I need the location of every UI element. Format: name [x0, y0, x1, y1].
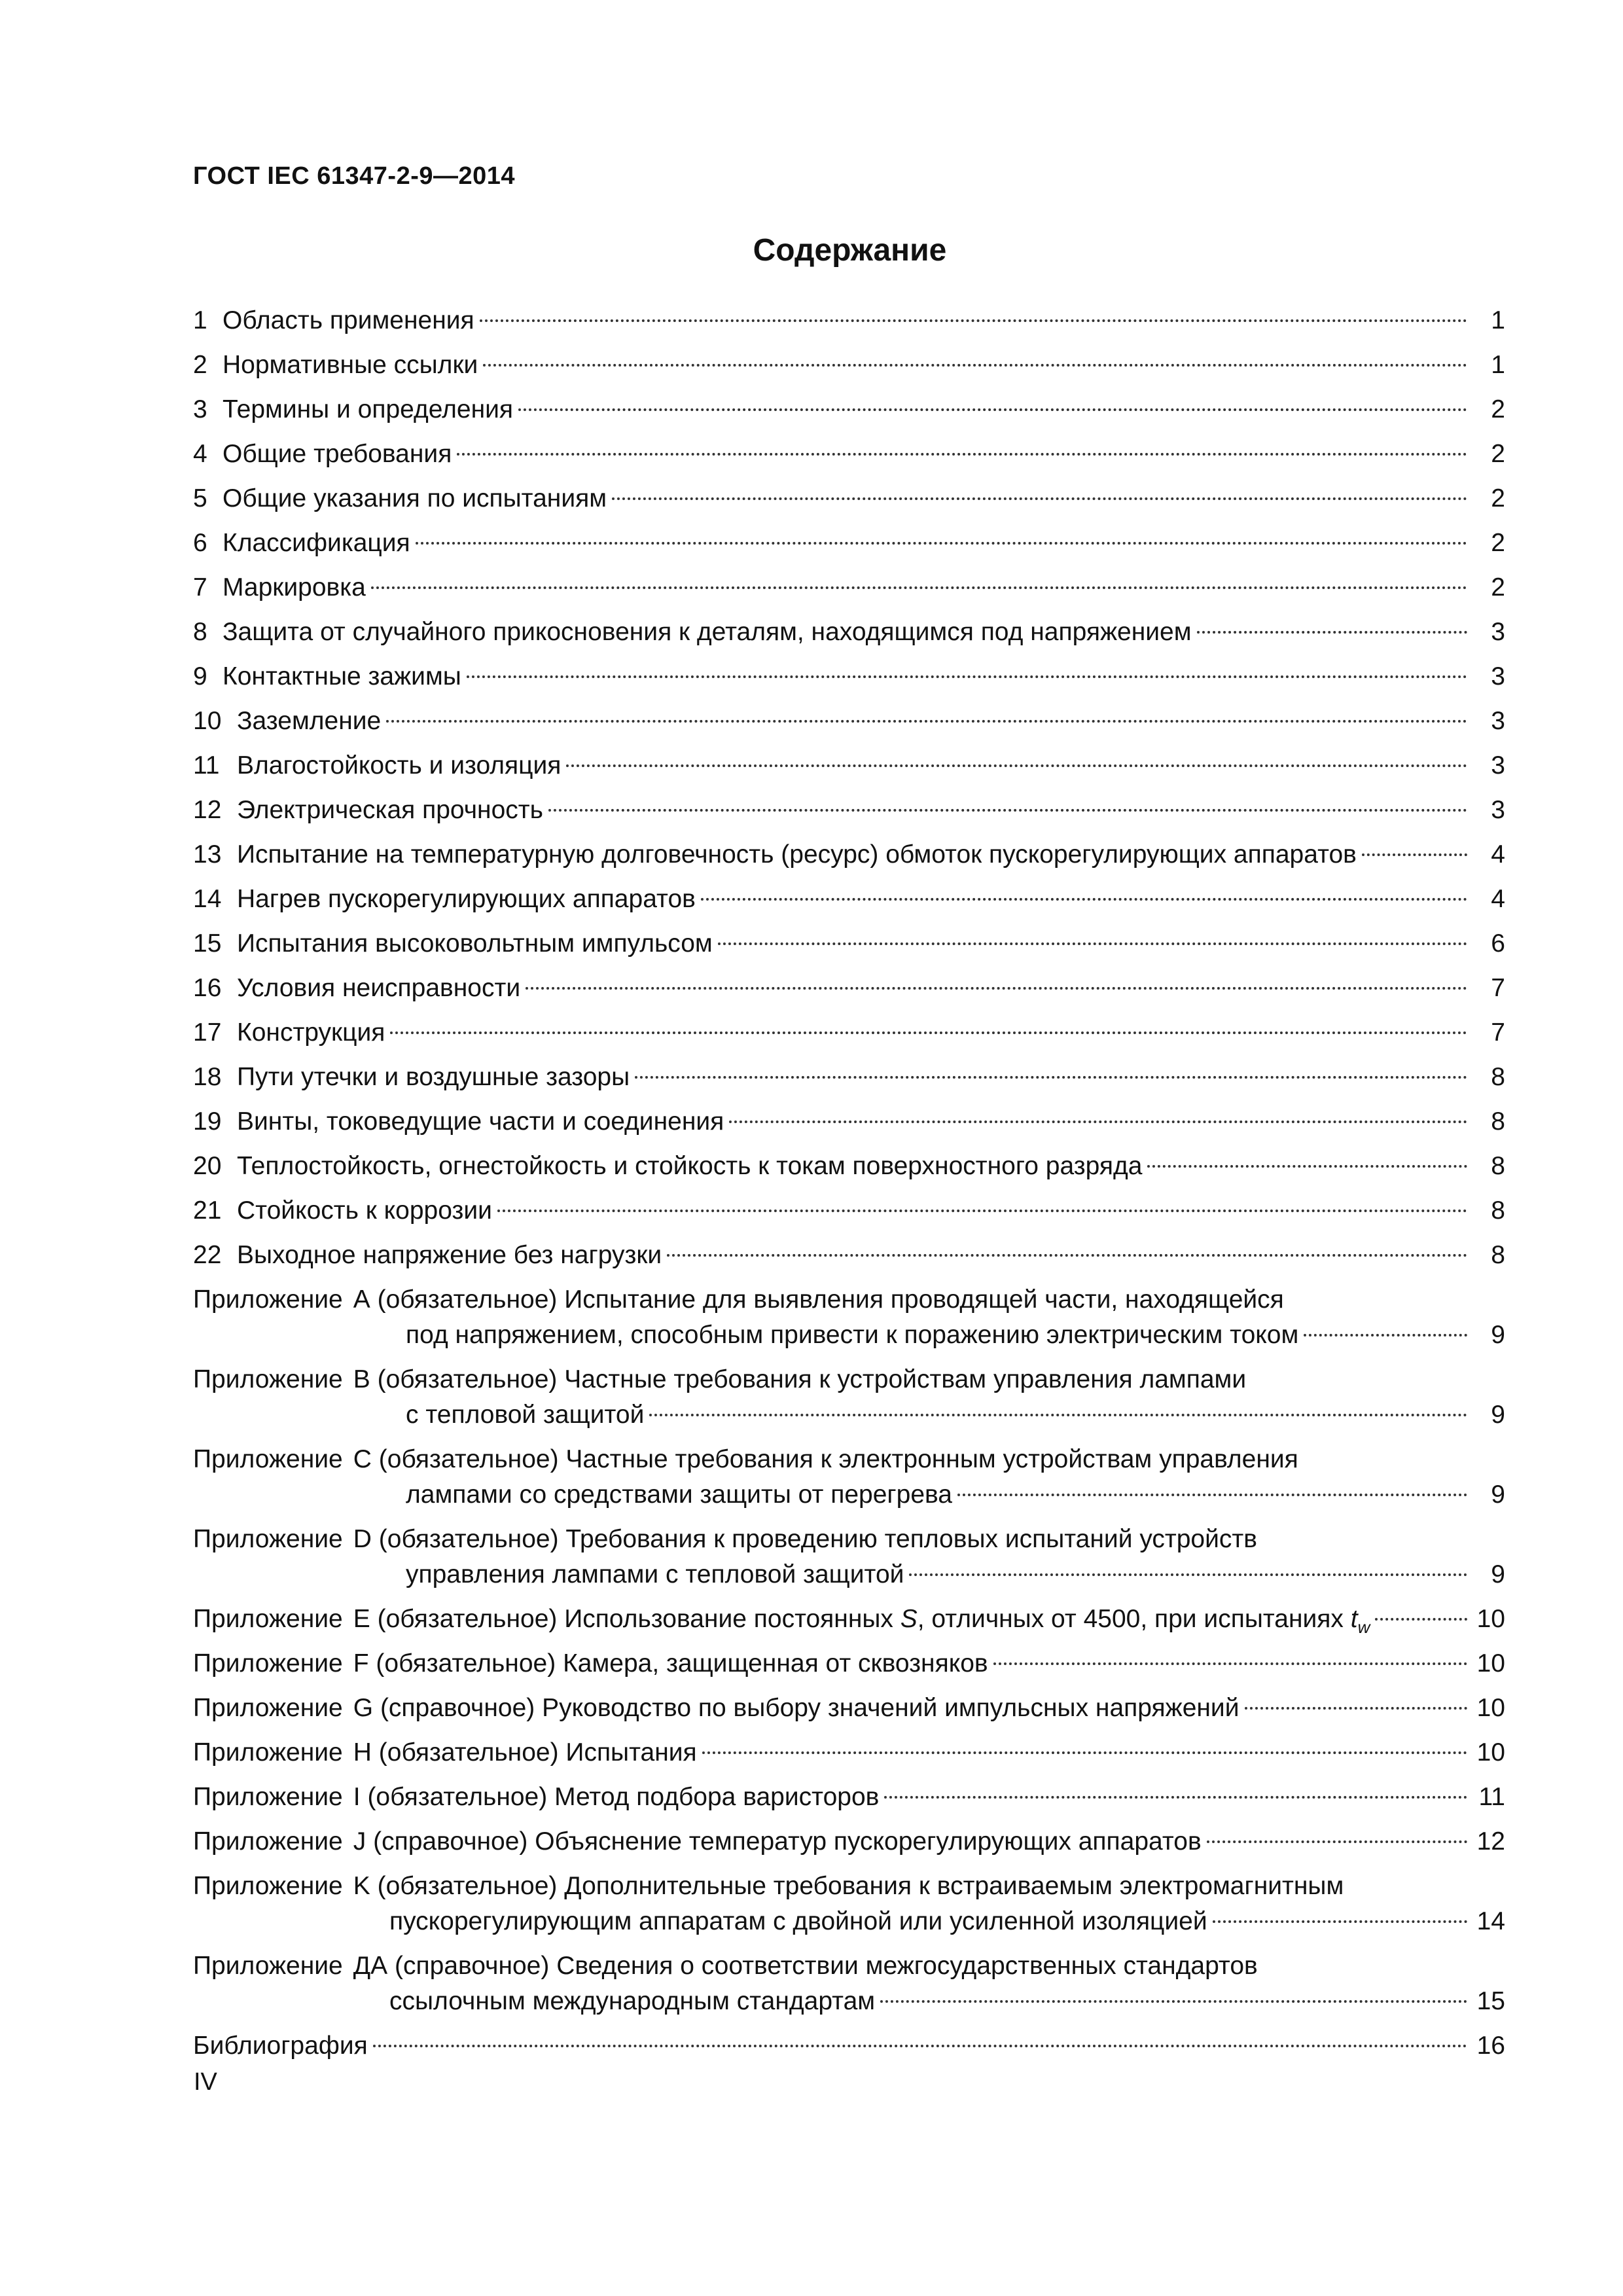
- toc-annex-entry[interactable]: [193, 1443, 1505, 1523]
- entry-title: Нагрев пускорегулирующих аппаратов: [237, 885, 696, 913]
- annex-label: Приложение: [193, 1952, 343, 1980]
- annex-status: (справочное): [373, 1827, 528, 1856]
- annex-title-part: , отличных от 4500, при испытаниях: [917, 1605, 1351, 1633]
- entry-title: Влагостойкость и изоляция: [237, 751, 562, 780]
- entry-number: 22: [193, 1241, 222, 1269]
- dot-leader: [526, 974, 1467, 990]
- toc-entry[interactable]: [193, 1105, 1505, 1150]
- dot-leader: [993, 1649, 1467, 1665]
- entry-title: Нормативные ссылки: [223, 351, 478, 379]
- toc-entry[interactable]: [193, 883, 1505, 927]
- toc-entry[interactable]: [193, 438, 1505, 482]
- entry-number: 13: [193, 840, 222, 869]
- annex-label: Приложение: [193, 1365, 343, 1393]
- annex-page: 9: [1491, 1480, 1505, 1509]
- entry-page: 3: [1491, 618, 1505, 646]
- toc-entry[interactable]: [193, 616, 1505, 660]
- annex-letter: ДА: [353, 1952, 388, 1980]
- dot-leader: [702, 1738, 1467, 1754]
- annex-title-line1: Дополнительные требования к встраиваемым электромагнитным: [564, 1872, 1344, 1900]
- entry-page: 2: [1491, 440, 1505, 468]
- dot-leader: [1213, 1907, 1467, 1923]
- entry-title: Стойкость к коррозии: [237, 1196, 492, 1225]
- annex-label: Приложение: [193, 1525, 343, 1553]
- toc-annex-entry[interactable]: [193, 1736, 1505, 1781]
- entry-page: 2: [1491, 395, 1505, 423]
- dot-leader: [386, 707, 1467, 723]
- entry-title: Теплостойкость, огнестойкость и стойкость к токам поверхностного разряда: [237, 1152, 1143, 1180]
- dot-leader: [416, 529, 1467, 545]
- annex-title-line2: под напряжением, способным привести к поражению электрическим током: [406, 1321, 1299, 1349]
- toc-entry[interactable]: [193, 349, 1505, 393]
- toc-entry[interactable]: [193, 927, 1505, 972]
- annex-letter: F: [353, 1649, 369, 1677]
- dot-leader: [1245, 1694, 1467, 1710]
- entry-number: 20: [193, 1152, 222, 1180]
- annex-title-line2: с тепловой защитой: [406, 1401, 645, 1429]
- dot-leader: [635, 1063, 1467, 1079]
- annex-letter: I: [353, 1783, 361, 1811]
- annex-status: (обязательное): [377, 1285, 558, 1314]
- toc-entry[interactable]: [193, 482, 1505, 527]
- dot-leader: [909, 1560, 1467, 1576]
- bibliography-title: Библиография: [193, 2032, 368, 2060]
- annex-page: 9: [1491, 1560, 1505, 1588]
- annex-letter: E: [353, 1605, 370, 1633]
- table-of-contents: [193, 304, 1505, 2074]
- annex-label: Приложение: [193, 1872, 343, 1900]
- toc-entry[interactable]: [193, 660, 1505, 705]
- annex-page: 10: [1476, 1738, 1505, 1767]
- annex-letter: J: [353, 1827, 366, 1856]
- dot-leader: [1304, 1321, 1467, 1336]
- entry-title: Защита от случайного прикосновения к деталям, находящимся под напряжением: [223, 618, 1192, 646]
- subscript-w: w: [1357, 1617, 1370, 1637]
- entry-title: Термины и определения: [223, 395, 514, 423]
- annex-title-line1: Метод подбора варисторов: [554, 1783, 880, 1811]
- annex-page: 12: [1476, 1827, 1505, 1856]
- entry-title: Заземление: [237, 707, 382, 735]
- entry-number: 2: [193, 351, 207, 379]
- dot-leader: [483, 351, 1467, 367]
- dot-leader: [371, 573, 1467, 589]
- entry-page: 2: [1491, 529, 1505, 557]
- annex-page: 10: [1476, 1649, 1505, 1677]
- dot-leader: [1147, 1152, 1467, 1168]
- entry-number: 6: [193, 529, 207, 557]
- annex-status: (обязательное): [367, 1783, 548, 1811]
- entry-page: 4: [1491, 885, 1505, 913]
- entry-page: 8: [1491, 1152, 1505, 1180]
- entry-page: 3: [1491, 662, 1505, 691]
- entry-title: Область применения: [223, 306, 474, 334]
- entry-page: 7: [1491, 1018, 1505, 1047]
- entry-page: 4: [1491, 840, 1505, 869]
- annex-label: Приложение: [193, 1285, 343, 1314]
- dot-leader: [667, 1241, 1467, 1257]
- annex-title-line2: пускорегулирующим аппаратам с двойной или усиленной изоляцией: [389, 1907, 1207, 1935]
- annex-title-line1: Сведения о соответствии межгосударственных стандартов: [556, 1952, 1258, 1980]
- entry-page: 8: [1491, 1241, 1505, 1269]
- dot-leader: [729, 1107, 1467, 1123]
- entry-number: 4: [193, 440, 207, 468]
- entry-page: 3: [1491, 796, 1505, 824]
- entry-number: 21: [193, 1196, 222, 1225]
- dot-leader: [1375, 1605, 1467, 1621]
- annex-status: (справочное): [395, 1952, 550, 1980]
- dot-leader: [649, 1401, 1467, 1416]
- toc-annex-entry[interactable]: [193, 1781, 1505, 1825]
- toc-entry[interactable]: [193, 705, 1505, 749]
- entry-title: Испытания высоковольтным импульсом: [237, 929, 713, 958]
- toc-annex-entry[interactable]: [193, 1870, 1505, 1950]
- dot-leader: [480, 306, 1467, 322]
- entry-page: 8: [1491, 1196, 1505, 1225]
- annex-label: Приложение: [193, 1783, 343, 1811]
- annex-title-line1: Камера, защищенная от сквозняков: [563, 1649, 988, 1677]
- entry-title: Контактные зажимы: [223, 662, 461, 691]
- dot-leader: [701, 885, 1467, 901]
- annex-letter: K: [353, 1872, 370, 1900]
- annex-label: Приложение: [193, 1445, 343, 1473]
- toc-entry[interactable]: [193, 393, 1505, 438]
- annex-status: (обязательное): [378, 1525, 559, 1553]
- toc-entry[interactable]: [193, 1061, 1505, 1105]
- dot-leader: [884, 1783, 1467, 1799]
- entry-title: Выходное напряжение без нагрузки: [237, 1241, 662, 1269]
- dot-leader: [612, 484, 1467, 500]
- annex-title-line2: ссылочным международным стандартам: [389, 1987, 876, 2015]
- annex-label: Приложение: [193, 1649, 343, 1677]
- annex-status: (справочное): [380, 1694, 535, 1722]
- toc-annex-entry[interactable]: [193, 1603, 1505, 1647]
- entry-number: 5: [193, 484, 207, 512]
- entry-page: 8: [1491, 1063, 1505, 1091]
- entry-page: 2: [1491, 484, 1505, 512]
- annex-page: 15: [1476, 1987, 1505, 2015]
- entry-page: 1: [1491, 306, 1505, 334]
- annex-letter: B: [353, 1365, 370, 1393]
- toc-bibliography-entry[interactable]: [193, 2030, 1505, 2074]
- annex-title-line2: лампами со средствами защиты от перегрева: [406, 1480, 952, 1509]
- toc-entry[interactable]: [193, 794, 1505, 838]
- variable-t: t: [1350, 1605, 1358, 1633]
- dot-leader: [390, 1018, 1467, 1034]
- entry-title: Пути утечки и воздушные зазоры: [237, 1063, 630, 1091]
- annex-title-line2: управления лампами с тепловой защитой: [406, 1560, 904, 1588]
- toc-annex-entry[interactable]: [193, 1647, 1505, 1692]
- annex-label: Приложение: [193, 1738, 343, 1767]
- toc-annex-entry[interactable]: [193, 1692, 1505, 1736]
- annex-page: 10: [1476, 1605, 1505, 1633]
- annex-page: 14: [1476, 1907, 1505, 1935]
- toc-entry[interactable]: [193, 1194, 1505, 1239]
- entry-number: 19: [193, 1107, 222, 1136]
- entry-number: 3: [193, 395, 207, 423]
- toc-entry[interactable]: [193, 1016, 1505, 1061]
- annex-status: (обязательное): [377, 1872, 558, 1900]
- annex-status: (обязательное): [377, 1365, 558, 1393]
- entry-page: 3: [1491, 751, 1505, 780]
- toc-entry[interactable]: [193, 1150, 1505, 1194]
- entry-number: 10: [193, 707, 222, 735]
- annex-label: Приложение: [193, 1605, 343, 1633]
- entry-number: 17: [193, 1018, 222, 1047]
- annex-title-line1: Требования к проведению тепловых испытаний устройств: [565, 1525, 1257, 1553]
- toc-entry[interactable]: [193, 838, 1505, 883]
- toc-title: Содержание: [753, 233, 947, 268]
- annex-title-line1: Испытания: [565, 1738, 697, 1767]
- dot-leader: [880, 1987, 1467, 2003]
- annex-status: (обязательное): [378, 1738, 559, 1767]
- entry-page: 7: [1491, 974, 1505, 1002]
- annex-letter: A: [353, 1285, 370, 1314]
- entry-title: Общие указания по испытаниям: [223, 484, 607, 512]
- annex-title-line1: Частные требования к устройствам управления лампами: [564, 1365, 1247, 1393]
- dot-leader: [457, 440, 1467, 456]
- entry-number: 15: [193, 929, 222, 958]
- entry-title: Общие требования: [223, 440, 452, 468]
- dot-leader: [518, 395, 1467, 411]
- entry-number: 9: [193, 662, 207, 691]
- annex-title-line1: Испытание для выявления проводящей части, находящейся: [564, 1285, 1284, 1314]
- annex-status: (обязательное): [378, 1445, 559, 1473]
- entry-page: 2: [1491, 573, 1505, 601]
- annex-letter: C: [353, 1445, 372, 1473]
- annex-page: 10: [1476, 1694, 1505, 1722]
- entry-page: 3: [1491, 707, 1505, 735]
- dot-leader: [467, 662, 1467, 678]
- toc-entry[interactable]: [193, 304, 1505, 349]
- entry-number: 1: [193, 306, 207, 334]
- annex-letter: G: [353, 1694, 374, 1722]
- annex-letter: H: [353, 1738, 372, 1767]
- annex-page: 11: [1478, 1783, 1505, 1811]
- annex-title-part: Использование постоянных: [564, 1605, 901, 1633]
- entry-number: 14: [193, 885, 222, 913]
- toc-annex-entry[interactable]: [193, 1363, 1505, 1443]
- toc-annex-entry[interactable]: [193, 1825, 1505, 1870]
- dot-leader: [1362, 840, 1467, 856]
- annex-page: 9: [1491, 1321, 1505, 1349]
- dot-leader: [497, 1196, 1467, 1212]
- entry-title: Маркировка: [223, 573, 366, 601]
- dot-leader: [548, 796, 1467, 812]
- toc-entry[interactable]: [193, 1239, 1505, 1283]
- dot-leader: [373, 2032, 1467, 2047]
- annex-page: 9: [1491, 1401, 1505, 1429]
- entry-title: Винты, токоведущие части и соединения: [237, 1107, 724, 1136]
- entry-number: 18: [193, 1063, 222, 1091]
- entry-page: 6: [1491, 929, 1505, 958]
- entry-number: 12: [193, 796, 222, 824]
- annex-status: (обязательное): [377, 1605, 558, 1633]
- entry-title: Условия неисправности: [237, 974, 521, 1002]
- toc-entry[interactable]: [193, 749, 1505, 794]
- bibliography-page: 16: [1476, 2032, 1505, 2060]
- entry-number: 11: [193, 751, 220, 780]
- annex-letter: D: [353, 1525, 372, 1553]
- dot-leader: [566, 751, 1467, 767]
- entry-title: Испытание на температурную долговечность (ресурс) обмоток пускорегулирующих аппаратов: [237, 840, 1357, 869]
- entry-title: Электрическая прочность: [237, 796, 543, 824]
- toc-entry[interactable]: [193, 571, 1505, 616]
- entry-page: 1: [1491, 351, 1505, 379]
- annex-label: Приложение: [193, 1827, 343, 1856]
- dot-leader: [1207, 1827, 1467, 1843]
- dot-leader: [1197, 618, 1467, 634]
- entry-page: 8: [1491, 1107, 1505, 1136]
- toc-annex-entry[interactable]: [193, 1523, 1505, 1603]
- annex-title-line1: [564, 1603, 1370, 1643]
- toc-annex-entry[interactable]: [193, 1950, 1505, 2030]
- entry-number: 16: [193, 974, 222, 1002]
- entry-number: 7: [193, 573, 207, 601]
- entry-title: Классификация: [223, 529, 410, 557]
- annex-status: (обязательное): [376, 1649, 556, 1677]
- annex-title-line1: Руководство по выбору значений импульсных напряжений: [542, 1694, 1240, 1722]
- toc-annex-entry[interactable]: [193, 1283, 1505, 1363]
- dot-leader: [718, 929, 1467, 945]
- annex-label: Приложение: [193, 1694, 343, 1722]
- variable-s: S: [900, 1605, 918, 1633]
- dot-leader: [957, 1480, 1467, 1496]
- annex-title-line1: Частные требования к электронным устройствам управления: [565, 1445, 1298, 1473]
- document-code-header: ГОСТ IEC 61347-2-9—2014: [193, 162, 516, 190]
- annex-title-line1: Объяснение температур пускорегулирующих аппаратов: [535, 1827, 1202, 1856]
- toc-entry[interactable]: [193, 527, 1505, 571]
- entry-number: 8: [193, 618, 207, 646]
- toc-entry[interactable]: [193, 972, 1505, 1016]
- entry-title: Конструкция: [237, 1018, 385, 1047]
- page-number-footer: IV: [194, 2068, 217, 2096]
